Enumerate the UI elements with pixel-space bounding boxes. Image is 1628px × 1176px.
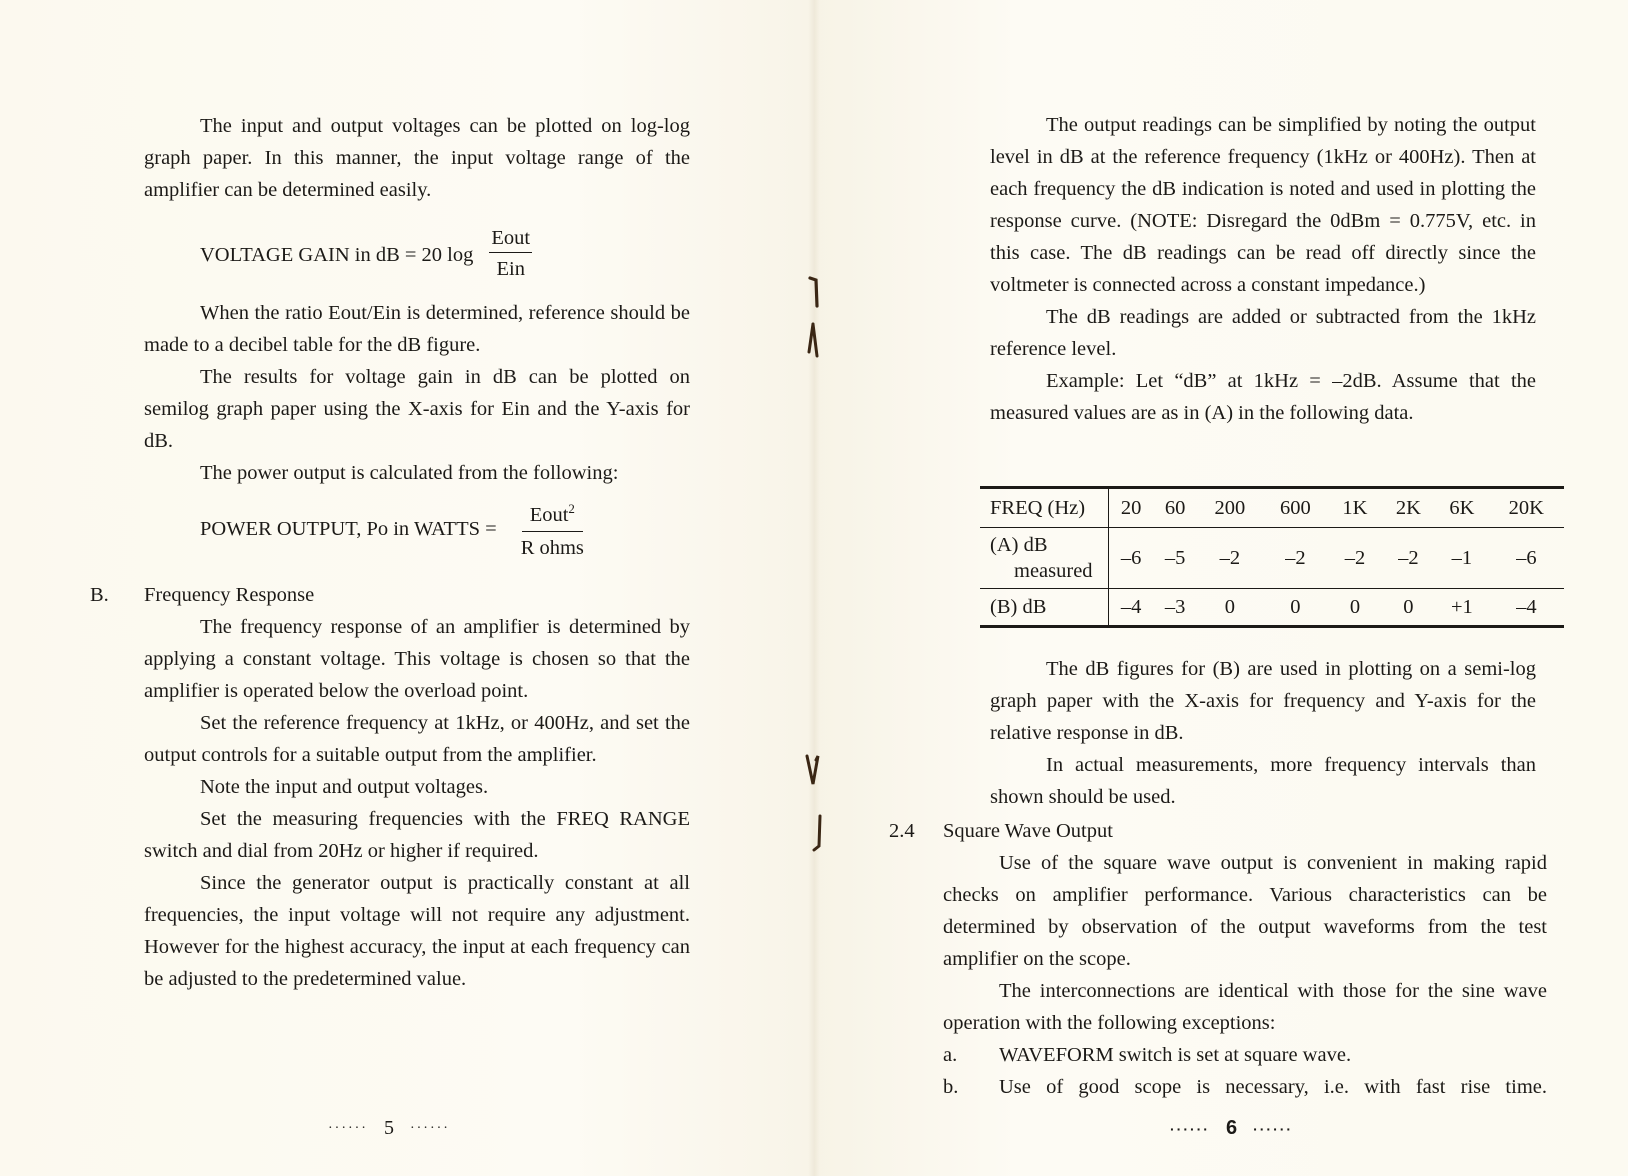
section-2-4-paragraph: Use of the square wave output is convenient in making rapid checks on amplifier performance. Various characteristics can be determined by observation of the output waveforms from the test amplifier on the scope. [943,852,1547,970]
power-output-numerator [522,497,583,532]
paragraph-example: Example: Let “dB” at 1kHz = –2dB. Assume that the measured values are as in (A) in the following data. [990,370,1536,424]
table-cell-b: 0 [1197,589,1263,627]
folio-dots-left: ······ [1170,1120,1210,1137]
section-2-4-heading [889,815,1547,847]
frequency-response-table [980,486,1564,628]
table-freq-cell: 20K [1508,496,1544,519]
table-row-b [980,589,1564,627]
page-number-5: 5 [383,1117,394,1139]
table-freq-cell: 600 [1280,496,1311,519]
row-a-label-line2: measured [1014,560,1093,582]
list-item-b [943,1071,1547,1103]
table-freq-cell: 6K [1449,496,1475,519]
table-freq-cell: 2K [1395,496,1421,519]
list-marker: b. [943,1076,959,1098]
paragraph-power: The power output is calculated from the following: [200,462,619,484]
table-cell-b: +1 [1435,589,1488,627]
paragraph-semilog-b: The dB figures for (B) are used in plotting on a semi-log graph paper with the X-axis for frequency and Y-axis for the relative response in dB. [990,658,1536,744]
table-cell-a: –6 [1489,528,1564,589]
power-output-denominator: R ohms [520,536,584,559]
left-page-footer [328,1117,450,1140]
section-b-paragraph: Set the reference frequency at 1kHz, or 400Hz, and set the output controls for a suitable output from the amplifier. [144,712,690,766]
voltage-gain-formula-lhs: VOLTAGE GAIN in dB = 20 log [200,243,474,266]
table-freq-cell: 60 [1164,496,1186,519]
section-b-heading [90,579,690,611]
section-b-number: B. [90,584,109,606]
section-b-title: Frequency Response [144,584,315,606]
table-cell-a: –5 [1153,528,1197,589]
power-output-fraction [521,497,584,562]
table-cell-a: –6 [1109,528,1154,589]
left-page-body [144,110,690,572]
table-cell-a: –2 [1382,528,1435,589]
table-row-b-label: (B) dB [980,589,1109,627]
table-cell-b: 0 [1328,589,1381,627]
right-page-body [990,109,1536,429]
table-cell-a: –2 [1263,528,1329,589]
bottom-staple-icon [800,744,830,854]
table-row-a-label [980,528,1109,589]
power-output-numerator-text: Eout [529,503,569,526]
table-freq-cell: 20 [1120,496,1142,519]
section-2-4-paragraph: The interconnections are identical with those for the sine wave operation with the following exceptions: [943,980,1547,1034]
section-2-4-body [943,847,1547,1103]
table-freq-cell: 200 [1214,496,1246,519]
voltage-gain-formula [200,226,690,283]
row-a-label-line1: (A) dB [990,534,1048,556]
table-header-row [980,488,1564,528]
voltage-gain-fraction [489,226,532,283]
section-2-4-title: Square Wave Output [943,820,1113,842]
table-cell-a: –2 [1328,528,1381,589]
top-staple-icon [800,270,830,360]
table-cell-b: –4 [1489,589,1564,627]
list-marker: a. [943,1044,958,1066]
folio-dots-left: ······ [328,1120,368,1136]
section-2-4-number: 2.4 [889,820,915,842]
folio-dots-right: ······ [409,1120,450,1136]
list-item-a [943,1039,1547,1071]
table-cell-b: 0 [1382,589,1435,627]
folio-dots-right: ······ [1253,1120,1294,1137]
list-item-text: WAVEFORM switch is set at square wave. [999,1044,1352,1066]
list-item-text: Use of good scope is necessary, i.e. with fast rise time. [999,1076,1547,1098]
section-b-paragraph: The frequency response of an amplifier is determined by applying a constant voltage. This voltage is chosen so that the amplifier is operated below the overload point. [144,616,690,702]
voltage-gain-numerator: Eout [489,226,532,253]
table-row-a [980,528,1564,589]
power-output-formula-lhs: POWER OUTPUT, Po in WATTS = [200,518,497,541]
section-2-4 [889,815,1547,1103]
table-cell-b: –4 [1109,589,1154,627]
page-number-6: 6 [1225,1117,1238,1139]
right-page-footer [1170,1117,1293,1140]
table-cell-b: 0 [1263,589,1329,627]
table-header-label: FREQ (Hz) [980,488,1109,528]
table-cell-a: –1 [1435,528,1488,589]
paragraph-intervals: In actual measurements, more frequency intervals than shown should be used. [990,754,1536,808]
paragraph-ratio: When the ratio Eout/Ein is determined, reference should be made to a decibel table for the dB figure. [144,302,690,356]
paragraph-loglog: The input and output voltages can be plotted on log-log graph paper. In this manner, the input voltage range of the amplifier can be determined easily. [144,115,690,201]
paragraph-db-readings: The dB readings are added or subtracted from the 1kHz reference level. [990,306,1536,360]
right-page-mid [990,653,1536,813]
section-b-body [144,611,690,995]
section-b [90,579,690,995]
section-b-paragraph: Note the input and output voltages. [200,776,489,798]
table-freq-cell: 1K [1342,496,1368,519]
section-b-paragraph: Set the measuring frequencies with the FREQ RANGE switch and dial from 20Hz or higher if required. [144,808,690,862]
voltage-gain-denominator: Ein [496,258,525,280]
table-cell-b: –3 [1153,589,1197,627]
binding-gutter [808,0,820,1176]
table-cell-a: –2 [1197,528,1263,589]
power-output-exponent: 2 [568,501,575,516]
power-output-formula [200,497,690,562]
paragraph-output-readings: The output readings can be simplified by noting the output level in dB at the reference frequency (1kHz or 400Hz). Then at each frequency the dB indication is noted and used in plotting the response curve. (NOTE: Disregard the 0dBm = 0.775V, etc. in this case. The dB readings can be read off directly since the voltmeter is connected across a constant impedance.) [990,114,1536,296]
section-b-paragraph: Since the generator output is practically constant at all frequencies, the input voltage will not require any adjustment. However for the highest accuracy, the input at each frequency can be adjusted to the predetermined value. [144,872,690,990]
paragraph-semilog: The results for voltage gain in dB can be plotted on semilog graph paper using the X-axis for Ein and the Y-axis for dB. [144,366,690,452]
